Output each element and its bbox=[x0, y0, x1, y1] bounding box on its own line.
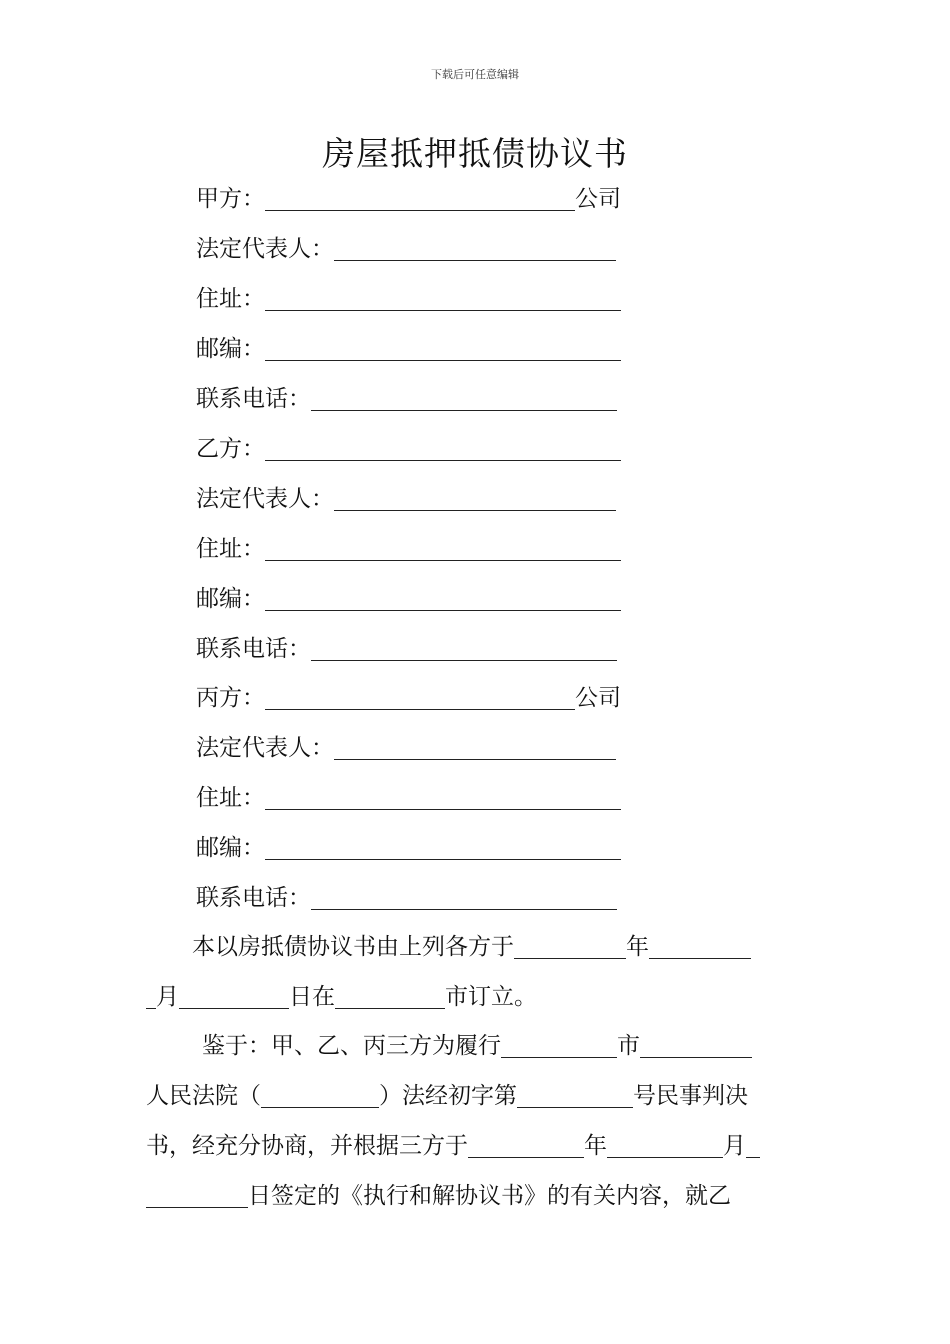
paragraph-2-line-2 bbox=[146, 1081, 808, 1111]
p1-day-blank[interactable] bbox=[179, 982, 289, 1009]
p1-day-label: 日在 bbox=[289, 984, 335, 1010]
party-a-address-row bbox=[196, 284, 621, 314]
party-c-name-suffix: 公司 bbox=[575, 685, 621, 711]
party-b-phone-blank[interactable] bbox=[311, 634, 617, 661]
party-c-postcode-blank[interactable] bbox=[265, 833, 621, 860]
p1-year-blank[interactable] bbox=[514, 932, 626, 959]
party-a-phone-row bbox=[196, 384, 617, 414]
party-c-rep-blank[interactable] bbox=[334, 733, 616, 760]
header-note: 下载后可任意编辑 bbox=[431, 68, 519, 81]
party-b-rep-label: 法定代表人： bbox=[196, 486, 334, 512]
party-a-name-row bbox=[196, 184, 621, 214]
p1-month-blank-b[interactable] bbox=[146, 982, 156, 1009]
paragraph-1-line-1 bbox=[146, 932, 808, 962]
party-b-address-blank[interactable] bbox=[265, 534, 621, 561]
paragraph-2-line-4 bbox=[146, 1181, 808, 1211]
p2-city-label: 市 bbox=[617, 1033, 640, 1059]
party-a-rep-blank[interactable] bbox=[334, 234, 616, 261]
p2-case-year-blank[interactable] bbox=[261, 1081, 379, 1108]
p2-day-blank-a[interactable] bbox=[746, 1131, 760, 1158]
p2-day-blank-b[interactable] bbox=[146, 1181, 248, 1208]
party-a-address-blank[interactable] bbox=[265, 284, 621, 311]
paragraph-2-line-3 bbox=[146, 1131, 808, 1161]
p2-sign-label: 日签定的《执行和解协议书》的有关内容，就乙 bbox=[248, 1183, 731, 1209]
party-b-phone-row bbox=[196, 634, 617, 664]
p2-month-label: 月 bbox=[723, 1133, 746, 1159]
party-b-postcode-label: 邮编： bbox=[196, 586, 265, 612]
party-b-postcode-blank[interactable] bbox=[265, 584, 621, 611]
p1-text: 本以房抵债协议书由上列各方于 bbox=[192, 934, 514, 960]
document-title: 房屋抵押抵债协议书 bbox=[322, 134, 628, 173]
p2-year-label: 年 bbox=[584, 1133, 607, 1159]
party-c-postcode-row bbox=[196, 833, 621, 863]
party-c-address-blank[interactable] bbox=[265, 783, 621, 810]
party-a-rep-row bbox=[196, 234, 616, 264]
p2-year-blank[interactable] bbox=[468, 1131, 584, 1158]
party-c-address-row bbox=[196, 783, 621, 813]
party-c-name-blank[interactable] bbox=[265, 683, 575, 710]
party-a-address-label: 住址： bbox=[196, 286, 265, 312]
party-c-phone-row bbox=[196, 883, 617, 913]
paragraph-1-line-2 bbox=[146, 982, 808, 1012]
party-b-postcode-row bbox=[196, 584, 621, 614]
party-c-rep-row bbox=[196, 733, 616, 763]
party-a-name-blank[interactable] bbox=[265, 184, 575, 211]
party-b-address-label: 住址： bbox=[196, 536, 265, 562]
p2-case-label: ）法经初字第 bbox=[379, 1083, 517, 1109]
p2-month-blank[interactable] bbox=[607, 1131, 723, 1158]
p2-city-blank[interactable] bbox=[501, 1031, 617, 1058]
p1-city-blank[interactable] bbox=[335, 982, 445, 1009]
party-b-address-row bbox=[196, 534, 621, 564]
party-c-address-label: 住址： bbox=[196, 785, 265, 811]
party-b-rep-blank[interactable] bbox=[334, 484, 616, 511]
party-c-phone-label: 联系电话： bbox=[196, 885, 311, 911]
party-a-phone-blank[interactable] bbox=[311, 384, 617, 411]
p1-year-label: 年 bbox=[626, 934, 649, 960]
party-a-rep-label: 法定代表人： bbox=[196, 236, 334, 262]
party-a-postcode-blank[interactable] bbox=[265, 334, 621, 361]
party-c-phone-blank[interactable] bbox=[311, 883, 617, 910]
party-c-name-row bbox=[196, 683, 621, 713]
party-a-name-label: 甲方： bbox=[196, 186, 265, 212]
party-a-phone-label: 联系电话： bbox=[196, 386, 311, 412]
party-a-postcode-row bbox=[196, 334, 621, 364]
p2-court-blank[interactable] bbox=[640, 1031, 752, 1058]
party-c-postcode-label: 邮编： bbox=[196, 835, 265, 861]
p1-month-label: 月 bbox=[156, 984, 179, 1010]
party-a-name-suffix: 公司 bbox=[575, 186, 621, 212]
party-b-name-label: 乙方： bbox=[196, 436, 265, 462]
party-c-rep-label: 法定代表人： bbox=[196, 735, 334, 761]
party-b-name-row bbox=[196, 434, 621, 464]
p1-month-blank-a[interactable] bbox=[649, 932, 751, 959]
paragraph-2-line-1 bbox=[146, 1031, 808, 1061]
p2-book-label: 书，经充分协商，并根据三方于 bbox=[146, 1133, 468, 1159]
p2-court-label: 人民法院（ bbox=[146, 1083, 261, 1109]
party-b-name-blank[interactable] bbox=[265, 434, 621, 461]
party-a-postcode-label: 邮编： bbox=[196, 336, 265, 362]
p2-text-a: 鉴于：甲、乙、丙三方为履行 bbox=[202, 1033, 501, 1059]
p1-city-label: 市订立。 bbox=[445, 984, 537, 1010]
p2-judgment-label: 号民事判决 bbox=[633, 1083, 748, 1109]
party-b-rep-row bbox=[196, 484, 616, 514]
party-b-phone-label: 联系电话： bbox=[196, 636, 311, 662]
p2-case-no-blank[interactable] bbox=[517, 1081, 633, 1108]
party-c-name-label: 丙方： bbox=[196, 685, 265, 711]
